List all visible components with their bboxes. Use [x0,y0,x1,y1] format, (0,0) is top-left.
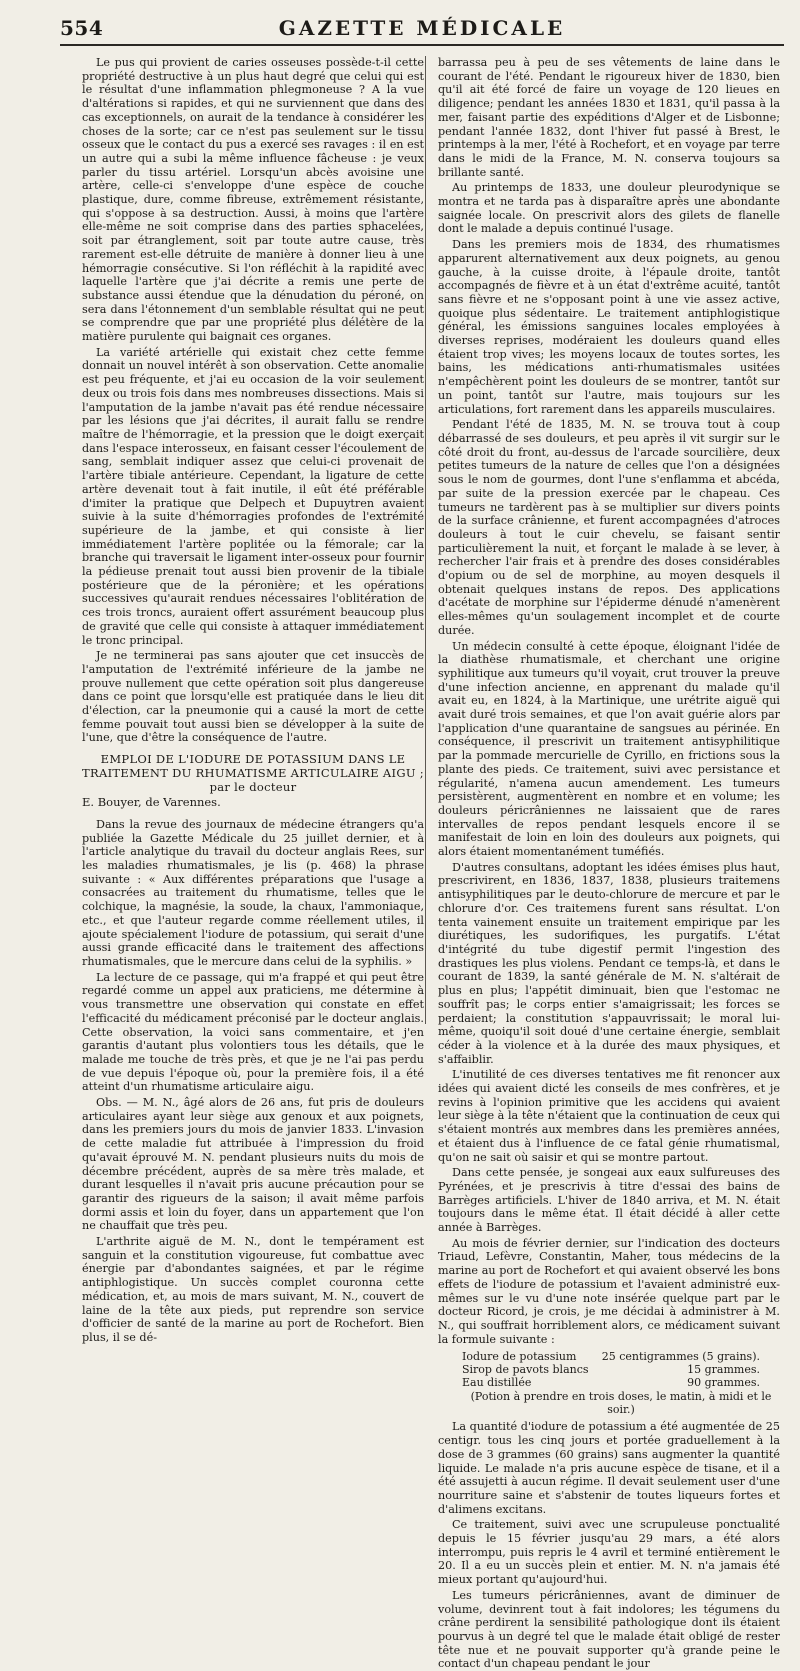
page-number: 554 [60,16,104,40]
column-divider [425,56,426,1024]
paragraph: Dans cette pensée, je songeai aux eaux sulfureuses des Pyrénées, et je prescrivis à titre d'essai des bains de Barrèges artificiels. L'hiver de 1840 arriva, et M. N. était toujours dans le même état. Il était décidé à aller cette année à Barrèges. [438,1166,780,1235]
prescription-row [462,1376,780,1389]
paragraph: La lecture de ce passage, qui m'a frappé et qui peut être regardé comme un appel aux praticiens, me détermine à vous transmettre une observation qui constate en effet l'efficacité du médicament préconisé par le docteur anglais. Cette observation, la voici sans commentaire, et j'en garantis d'autant plus volontiers tous les détails, que le malade me touche de très près, et que je ne l'ai pas perdu de vue depuis l'époque où, pour la première fois, il a été atteint d'un rhumatisme articulaire aigu. [82,970,424,1094]
paragraph: Dans la revue des journaux de médecine étrangers qu'a publiée la Gazette Médicale du 25 juillet dernier, et à l'article analytique du travail du docteur anglais Rees, sur les maladies rhumatismales, je lis (p. 468) la phrase suivante : « Aux différentes préparations que l'usage a consacrées au traitement du rhumatisme, telles que le colchique, la magnésie, la soude, la chaux, l'ammoniaque, etc., et que l'auteur regarde comme réellement utiles, il ajoute spécialement l'iodure de potassium, qui serait d'une aussi grande efficacité dans le traitement des affections rhumatismales, que le mercure dans celui de la syphilis. » [82,817,424,968]
paragraph: Pendant l'été de 1835, M. N. se trouva tout à coup débarrassé de ses douleurs, et peu après il vit surgir sur le côté droit du front, au-dessus de l'arcade sourcilière, deux petites tumeurs de la nature de celles que l'on a désignées sous le nom de gourmes, dont l'une s'enflamma et abcéda, par suite de la pression exercée par le chapeau. Ces tumeurs ne tardèrent pas à se multiplier sur divers points de la surface crânienne, et furent accompagnées d'atroces douleurs à tout le cuir chevelu, se faisant sentir particulièrement la nuit, et forçant le malade à se lever, à rechercher l'air frais et à prendre des doses considérables d'opium ou de sel de morphine, au moyen desquels il obtenait quelques instans de repos. Des applications d'acétate de morphine sur l'épiderme dénudé n'amenèrent elles-mêmes qu'un soulagement incomplet et de courte durée. [438,418,780,637]
paragraph: La variété artérielle qui existait chez cette femme donnait un nouvel intérêt à son observation. Cette anomalie est peu fréquente, et j'ai eu occasion de la voir seulement deux ou trois fois dans mes nombreuses dissections. Mais si l'amputation de la jambe n'avait pas été rendue nécessaire par les lésions que j'ai décrites, il aurait fallu se rendre maître de l'hémorragie, et la pression que le doigt exerçait dans l'espace interosseux, en faisant cesser l'écoulement de sang, semblait indiquer assez que celui-ci provenait de l'artère tibiale antérieure. Cependant, la ligature de cette artère devenait tout à fait inutile, il eût été préférable d'imiter la pratique que Delpech et Dupuytren avaient suivie à la suite d'hémorragies profondes de l'extrémité supérieure de la jambe, et qui consiste à lier immédiatement l'artère poplitée ou la fémorale; car la branche qui traversait le ligament inter-osseux pour fournir la pédieuse prenait tout aussi bien provenir de la tibiale postérieure que de la péronière; et les opérations successives qu'aurait rendues nécessaires l'oblitération de ces trois troncs, auraient offert assurément beaucoup plus de gravité que celle qui consiste à attaquer immédiatement le tronc principal. [82,345,424,647]
paragraph: barrassa peu à peu de ses vêtements de laine dans le courant de l'été. Pendant le rigoureux hiver de 1830, bien qu'il ait été forcé de faire un voyage de 120 lieues en diligence; pendant les années 1830 et 1831, qu'il passa à la mer, faisant partie des expéditions d'Alger et de Lisbonne; pendant l'année 1832, dont l'hiver fut passé à Brest, le printemps à la mer, l'été à Rochefort, et en voyage par terre dans le midi de la France, M. N. conserva toujours sa brillante santé. [438,56,780,179]
prescription-item: Iodure de potassium [462,1350,577,1364]
prescription-note: (Potion à prendre en trois doses, le matin, à midi et le soir.) [470,1390,772,1417]
observation-paragraph: Obs. — M. N., âgé alors de 26 ans, fut pris de douleurs articulaires ayant leur siège aux genoux et aux poignets, dans les premiers jours du mois de janvier 1833. L'invasion de cette maladie fut attribuée à l'impression du froid qu'avait éprouvé M. N. pendant plusieurs nuits du mois de décembre précédent, auprès de sa mère très malade, et durant lesquelles il n'avait pris aucune précaution pour se garantir des rigueurs de la saison; il avait même parfois dormi assis et loin du foyer, dans un appartement que l'on ne chauffait que très peu. [82,1096,424,1233]
prescription-item: Eau distillée [462,1376,532,1390]
paragraph: Ce traitement, suivi avec une scrupuleuse ponctualité depuis le 15 février jusqu'au 29 mars, a été alors interrompu, puis repris le 4 avril et terminé entièrement le 20. Il a eu un succès plein et entier. M. N. n'a jamais été mieux portant qu'aujourd'hui. [438,1518,780,1587]
left-column [82,56,424,1344]
right-column [438,56,780,1671]
paragraph: Dans les premiers mois de 1834, des rhumatismes apparurent alternativement aux deux poignets, au genou gauche, à la cuisse droite, à l'épaule droite, tantôt accompagnés de fièvre et à un état d'extrême acuité, tantôt sans fièvre et ne s'opposant point à une vie assez active, quoique plus sédentaire. Le traitement antiphlogistique général, les émissions sanguines locales employées à diverses reprises, modéraient les douleurs quand elles étaient trop vives; les moyens locaux de toutes sortes, les bains, les médications anti-rhumatismales usitées n'empêchèrent point les douleurs de se montrer, tantôt sur un point, tantôt sur l'autre, mais toujours sur les articulations, fort rarement dans les appareils musculaires. [438,238,780,416]
article-byline: E. Bouyer, de Varennes. [82,795,221,810]
prescription-row [462,1363,780,1376]
prescription-row [462,1350,780,1363]
paragraph: Le pus qui provient de caries osseuses possède-t-il cette propriété destructive à un plus haut degré que celui qui est le résultat d'une inflammation phlegmoneuse ? A la vue d'altérations si rapides, et qui ne surviennent que dans des cas exceptionnels, on aurait de la tendance à considérer les choses de la sorte; car ce n'est pas seulement sur le tissu osseux que le contact du pus a exercé ses ravages : il en est un autre qui a subi la même influence fâcheuse : je veux parler du tissu artériel. Lorsqu'un abcès avoisine une artère, celle-ci s'enveloppe d'une espèce de couche plastique, dure, comme fibreuse, extrêmement résistante, qui s'oppose à sa destruction. Aussi, à moins que l'artère elle-même ne soit comprise dans des parties sphacelées, soit par étranglement, soit par toute autre cause, très rarement est-elle détruite de manière à donner lieu à une hémorragie consécutive. Si l'on réfléchit à la rapidité avec laquelle l'artère que j'ai décrite a remis une perte de substance aussi étendue que la dénudation du péroné, on sera dans l'étonnement d'un semblable résultat qui ne peut se comprendre que par une propriété plus délétère de la matière purulente qui baignait ces organes. [82,56,424,344]
paragraph: Au mois de février dernier, sur l'indication des docteurs Triaud, Lefèvre, Constantin, Maher, tous médecins de la marine au port de Rochefort et qui avaient observé les bons effets de l'iodure de potassium et l'avaient administré eux-mêmes sur le vu d'une note insérée quelque part par le docteur Ricord, je crois, je me décidai à administrer à M. N., qui souffrait horriblement alors, ce médicament suivant la formule suivante : [438,1236,780,1346]
paragraph: Je ne terminerai pas sans ajouter que cet insuccès de l'amputation de l'extrémité inférieure de la jambe ne prouve nullement que cette opération soit plus dangereuse dans ce point que lorsqu'elle est pratiquée dans le lieu dit d'élection, car la pneumonie qui a causé la mort de cette femme pouvait tout aussi bien se développer à la suite de l'une, que d'être la conséquence de l'autre. [82,649,424,745]
prescription-dose: 25 centigrammes (5 grains). [601,1350,760,1364]
paragraph: Au printemps de 1833, une douleur pleurodynique se montra et ne tarda pas à disparaître après une abondante saignée locale. On prescrivit alors des gilets de flanelle dont le malade a depuis continué l'usage. [438,181,780,236]
paragraph: L'inutilité de ces diverses tentatives me fit renoncer aux idées qui avaient dicté les conseils de mes confrères, et je revins à l'opinion primitive que les accidens qui avaient leur siège à la tête n'étaient que la continuation de ceux qui s'étaient montrés aux membres dans les premières années, et étaient dus à l'influence de ce fatal génie rhumatismal, qu'on ne sait où saisir et qui se montre partout. [438,1068,780,1164]
paragraph: La quantité d'iodure de potassium a été augmentée de 25 centigr. tous les cinq jours et portée graduellement à la dose de 3 grammes (60 grains) sans augmenter la quantité liquide. Le malade n'a pris aucune espèce de tisane, et il a été assujetti à aucun régime. Il devait seulement user d'une nourriture saine et s'abstenir de toutes liqueurs fortes et d'alimens excitans. [438,1420,780,1516]
page-header [60,14,784,46]
paragraph: L'arthrite aiguë de M. N., dont le tempérament est sanguin et la constitution vigoureuse, fut combattue avec énergie par d'abondantes saignées, et par le régime antiphlogistique. Un succès complet couronna cette médication, et, au mois de mars suivant, M. N., couvert de laine de la tête aux pieds, put reprendre son service d'officier de santé de la marine au port de Rochefort. Bien plus, il se dé- [82,1235,424,1344]
article-title: EMPLOI DE L'IODURE DE POTASSIUM DANS LE TRAITEMENT DU RHUMATISME ARTICULAIRE AIGU ; par le docteur [82,752,424,794]
prescription-dose: 90 grammes. [687,1376,760,1390]
prescription-dose: 15 grammes. [687,1363,760,1377]
paragraph: D'autres consultans, adoptant les idées émises plus haut, prescrivirent, en 1836, 1837, 1838, plusieurs traitemens antisyphilitiques par le deuto-chlorure de mercure et par le chlorure d'or. Ces traitemens furent sans résultat. L'on tenta vainement ensuite un traitement empirique par les diurétiques, les sudorifiques, les purgatifs. L'état d'intégrité du tube digestif permit l'ingestion des drastiques les plus violens. Pendant ce temps-là, et dans le courant de 1839, la santé générale de M. N. s'altérait de plus en plus; l'appétit diminuait, bien que l'estomac ne souffrît pas; le corps entier s'amaigrissait; les forces se perdaient; la constitution s'appauvrissait; le moral lui-même, quoiqu'il soit doué d'une certaine énergie, semblait céder à la violence et à la durée des maux physiques, et s'affaiblir. [438,860,780,1066]
prescription-item: Sirop de pavots blancs [462,1363,589,1377]
masthead-title: GAZETTE MÉDICALE [278,16,566,40]
paragraph: Un médecin consulté à cette époque, éloignant l'idée de la diathèse rhumatismale, et cherchant une origine syphilitique aux tumeurs qu'il voyait, crut trouver la preuve d'une infection ancienne, en apprenant du malade qu'il avait eu, en 1824, à la Martinique, une urétrite aiguë qui avait duré trois semaines, et que l'on avait guérie alors par l'application d'une quarantaine de sangsues au périnée. En conséquence, il prescrivit un traitement antisyphilitique par la pommade mercurielle de Cyrillo, en frictions sous la plante des pieds. Ce traitement, suivi avec persistance et régularité, n'amena aucun amendement. Les tumeurs persistèrent, augmentèrent en nombre et en volume; les douleurs péricrâniennes ne laissaient que de rares intervalles de repos pendant lesquels encore il se manifestait de loin en loin des douleurs aux poignets, qui alors étaient momentanément tuméfiés. [438,639,780,859]
prescription-formula [462,1350,780,1416]
paragraph: Les tumeurs péricrâniennes, avant de diminuer de volume, devinrent tout à fait indolores; les tégumens du crâne perdirent la sensibilité pathologique dont ils étaient pourvus à un degré tel que le malade était obligé de rester tête nue et ne pouvait supporter qu'à grande peine le contact d'un chapeau pendant le jour [438,1588,780,1671]
